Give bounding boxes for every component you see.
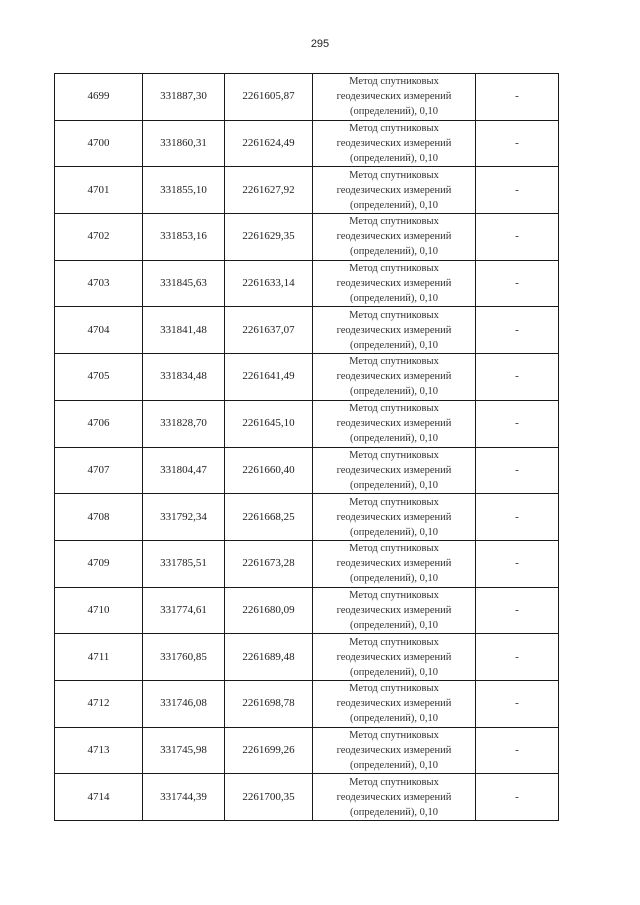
note-cell: - xyxy=(476,354,559,401)
y-coordinate-cell: 2261633,14 xyxy=(225,260,313,307)
x-coordinate-cell: 331746,08 xyxy=(143,680,225,727)
page-number: 295 xyxy=(310,38,330,50)
point-number-cell: 4710 xyxy=(55,587,143,634)
method-text-line: Метод спутниковых xyxy=(349,729,439,741)
y-coordinate-cell: 2261627,92 xyxy=(225,167,313,214)
method-cell xyxy=(313,354,476,401)
method-text-line: геодезических измерений xyxy=(336,324,452,336)
table-row xyxy=(55,74,559,121)
method-text-line: геодезических измерений xyxy=(336,418,452,430)
method-text-line: (определений), 0,10 xyxy=(349,806,439,818)
note-cell: - xyxy=(476,680,559,727)
method-cell xyxy=(313,774,476,821)
x-coordinate-cell: 331828,70 xyxy=(143,400,225,447)
method-text-line: геодезических измерений xyxy=(336,184,452,196)
method-text-line: геодезических измерений xyxy=(336,558,452,570)
note-cell: - xyxy=(476,214,559,261)
method-text-line: (определений), 0,10 xyxy=(349,573,439,585)
method-text-line: (определений), 0,10 xyxy=(349,339,439,351)
point-number-cell: 4701 xyxy=(55,167,143,214)
y-coordinate-cell: 2261641,49 xyxy=(225,354,313,401)
note-cell: - xyxy=(476,74,559,121)
note-cell: - xyxy=(476,260,559,307)
note-cell: - xyxy=(476,167,559,214)
method-cell xyxy=(313,587,476,634)
table-row xyxy=(55,354,559,401)
note-cell: - xyxy=(476,587,559,634)
note-cell: - xyxy=(476,120,559,167)
method-text-line: Метод спутниковых xyxy=(349,263,439,275)
y-coordinate-cell: 2261700,35 xyxy=(225,774,313,821)
x-coordinate-cell: 331845,63 xyxy=(143,260,225,307)
table-row xyxy=(55,494,559,541)
point-number-cell: 4712 xyxy=(55,680,143,727)
method-cell xyxy=(313,307,476,354)
table-row xyxy=(55,540,559,587)
point-number-cell: 4700 xyxy=(55,120,143,167)
method-text-line: геодезических измерений xyxy=(336,278,452,290)
x-coordinate-cell: 331745,98 xyxy=(143,727,225,774)
table-row xyxy=(55,587,559,634)
table-row xyxy=(55,727,559,774)
method-text-line: Метод спутниковых xyxy=(349,683,439,695)
method-text-line: (определений), 0,10 xyxy=(349,713,439,725)
method-text-line: Метод спутниковых xyxy=(349,356,439,368)
x-coordinate-cell: 331855,10 xyxy=(143,167,225,214)
method-text-line: Метод спутниковых xyxy=(349,496,439,508)
method-text-line: геодезических измерений xyxy=(336,744,452,756)
point-number-cell: 4707 xyxy=(55,447,143,494)
method-text-line: (определений), 0,10 xyxy=(349,386,439,398)
method-text-line: Метод спутниковых xyxy=(349,449,439,461)
method-text-line: геодезических измерений xyxy=(336,651,452,663)
method-text-line: геодезических измерений xyxy=(336,511,452,523)
method-text-line: Метод спутниковых xyxy=(349,776,439,788)
method-text-line: геодезических измерений xyxy=(336,91,452,103)
method-text-line: (определений), 0,10 xyxy=(349,666,439,678)
method-text-line: геодезических измерений xyxy=(336,371,452,383)
table-row xyxy=(55,680,559,727)
method-text-line: Метод спутниковых xyxy=(349,216,439,228)
method-text-line: (определений), 0,10 xyxy=(349,153,439,165)
point-number-cell: 4705 xyxy=(55,354,143,401)
table-row xyxy=(55,167,559,214)
method-text-line: (определений), 0,10 xyxy=(349,433,439,445)
coordinates-table xyxy=(54,73,559,821)
note-cell: - xyxy=(476,774,559,821)
point-number-cell: 4713 xyxy=(55,727,143,774)
method-text-line: геодезических измерений xyxy=(336,138,452,150)
note-cell: - xyxy=(476,634,559,681)
method-text-line: Метод спутниковых xyxy=(349,403,439,415)
method-cell xyxy=(313,447,476,494)
note-cell: - xyxy=(476,540,559,587)
point-number-cell: 4714 xyxy=(55,774,143,821)
note-cell: - xyxy=(476,447,559,494)
method-cell xyxy=(313,634,476,681)
method-cell xyxy=(313,727,476,774)
method-text-line: Метод спутниковых xyxy=(349,543,439,555)
x-coordinate-cell: 331785,51 xyxy=(143,540,225,587)
method-text-line: геодезических измерений xyxy=(336,464,452,476)
method-text-line: геодезических измерений xyxy=(336,698,452,710)
method-cell xyxy=(313,680,476,727)
point-number-cell: 4704 xyxy=(55,307,143,354)
y-coordinate-cell: 2261624,49 xyxy=(225,120,313,167)
table-row xyxy=(55,214,559,261)
y-coordinate-cell: 2261673,28 xyxy=(225,540,313,587)
method-text-line: Метод спутниковых xyxy=(349,169,439,181)
y-coordinate-cell: 2261645,10 xyxy=(225,400,313,447)
method-text-line: Метод спутниковых xyxy=(349,589,439,601)
y-coordinate-cell: 2261689,48 xyxy=(225,634,313,681)
x-coordinate-cell: 331841,48 xyxy=(143,307,225,354)
coordinates-table-body xyxy=(55,74,559,821)
method-cell xyxy=(313,260,476,307)
x-coordinate-cell: 331834,48 xyxy=(143,354,225,401)
method-cell xyxy=(313,214,476,261)
point-number-cell: 4711 xyxy=(55,634,143,681)
method-text-line: (определений), 0,10 xyxy=(349,479,439,491)
y-coordinate-cell: 2261699,26 xyxy=(225,727,313,774)
x-coordinate-cell: 331774,61 xyxy=(143,587,225,634)
method-text-line: Метод спутниковых xyxy=(349,123,439,135)
table-row xyxy=(55,634,559,681)
y-coordinate-cell: 2261637,07 xyxy=(225,307,313,354)
x-coordinate-cell: 331744,39 xyxy=(143,774,225,821)
point-number-cell: 4699 xyxy=(55,74,143,121)
method-text-line: Метод спутниковых xyxy=(349,76,439,88)
method-text-line: (определений), 0,10 xyxy=(349,526,439,538)
note-cell: - xyxy=(476,494,559,541)
method-cell xyxy=(313,120,476,167)
method-text-line: (определений), 0,10 xyxy=(349,246,439,258)
method-text-line: (определений), 0,10 xyxy=(349,619,439,631)
method-text-line: (определений), 0,10 xyxy=(349,199,439,211)
y-coordinate-cell: 2261698,78 xyxy=(225,680,313,727)
y-coordinate-cell: 2261668,25 xyxy=(225,494,313,541)
x-coordinate-cell: 331804,47 xyxy=(143,447,225,494)
method-text-line: геодезических измерений xyxy=(336,791,452,803)
point-number-cell: 4703 xyxy=(55,260,143,307)
x-coordinate-cell: 331853,16 xyxy=(143,214,225,261)
method-text-line: Метод спутниковых xyxy=(349,636,439,648)
method-cell xyxy=(313,494,476,541)
method-text-line: (определений), 0,10 xyxy=(349,759,439,771)
method-text-line: (определений), 0,10 xyxy=(349,106,439,118)
method-text-line: (определений), 0,10 xyxy=(349,293,439,305)
note-cell: - xyxy=(476,307,559,354)
y-coordinate-cell: 2261629,35 xyxy=(225,214,313,261)
x-coordinate-cell: 331792,34 xyxy=(143,494,225,541)
point-number-cell: 4702 xyxy=(55,214,143,261)
x-coordinate-cell: 331860,31 xyxy=(143,120,225,167)
point-number-cell: 4706 xyxy=(55,400,143,447)
point-number-cell: 4708 xyxy=(55,494,143,541)
y-coordinate-cell: 2261680,09 xyxy=(225,587,313,634)
table-row xyxy=(55,260,559,307)
point-number-cell: 4709 xyxy=(55,540,143,587)
method-text-line: Метод спутниковых xyxy=(349,309,439,321)
x-coordinate-cell: 331760,85 xyxy=(143,634,225,681)
method-text-line: геодезических измерений xyxy=(336,604,452,616)
method-text-line: геодезических измерений xyxy=(336,231,452,243)
table-row xyxy=(55,447,559,494)
table-row xyxy=(55,774,559,821)
y-coordinate-cell: 2261660,40 xyxy=(225,447,313,494)
table-row xyxy=(55,120,559,167)
x-coordinate-cell: 331887,30 xyxy=(143,74,225,121)
method-cell xyxy=(313,400,476,447)
note-cell: - xyxy=(476,400,559,447)
method-cell xyxy=(313,540,476,587)
table-row xyxy=(55,400,559,447)
table-row xyxy=(55,307,559,354)
y-coordinate-cell: 2261605,87 xyxy=(225,74,313,121)
method-cell xyxy=(313,167,476,214)
note-cell: - xyxy=(476,727,559,774)
method-cell xyxy=(313,74,476,121)
